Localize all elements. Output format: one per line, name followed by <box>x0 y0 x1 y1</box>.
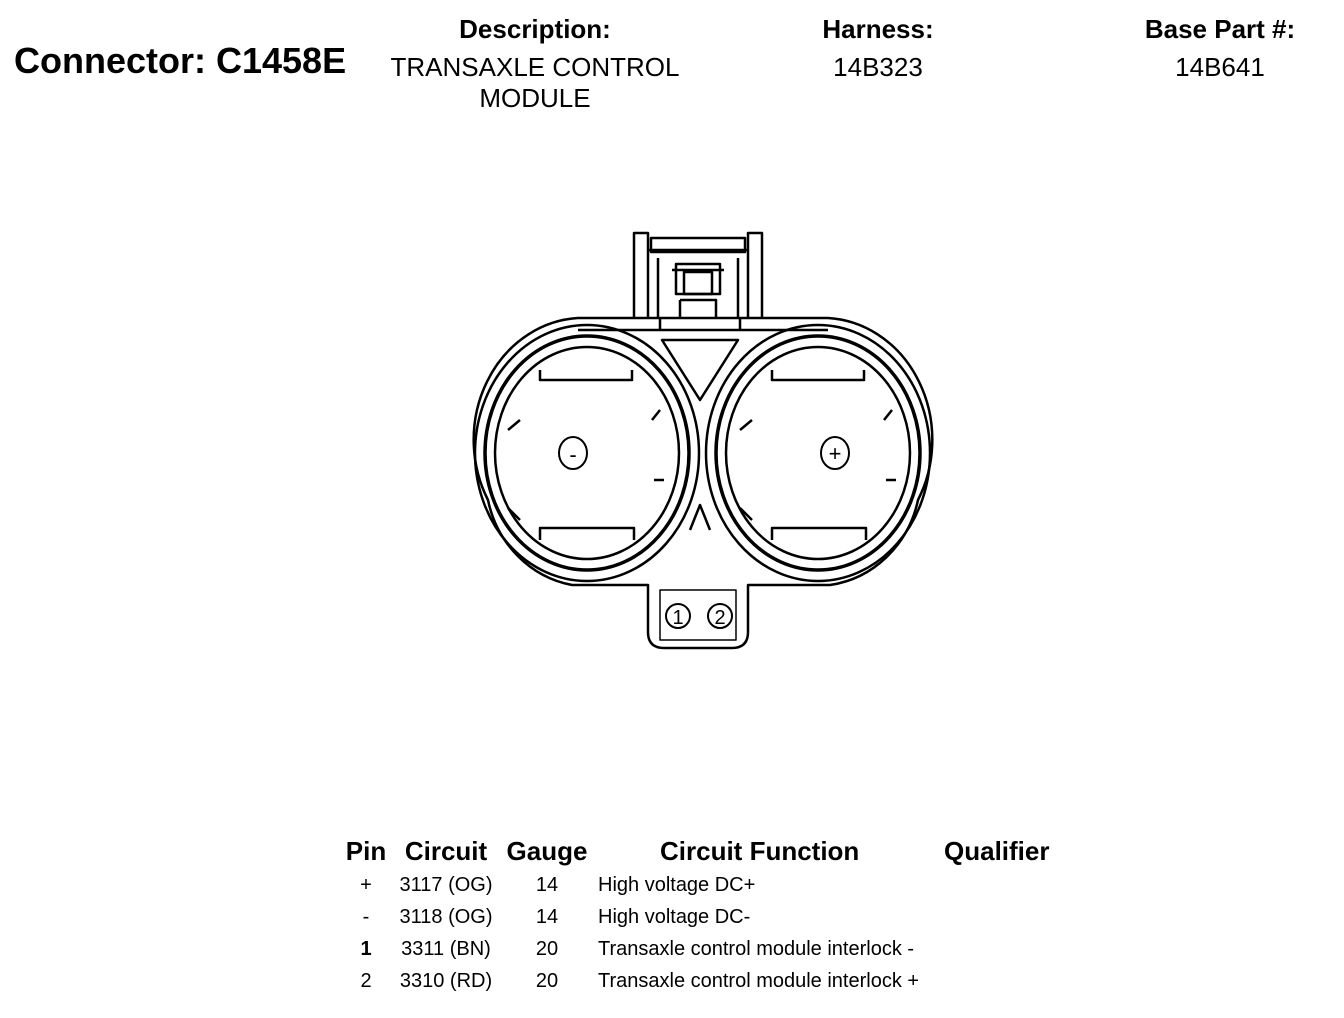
description-label: Description: <box>459 14 611 44</box>
row-4-circuit: 3310 (RD) <box>399 970 493 992</box>
harness-label: Harness: <box>822 14 934 44</box>
description-line-1: TRANSAXLE CONTROL <box>390 52 680 82</box>
row-1-function: High voltage DC+ <box>598 874 756 896</box>
description-line-2: MODULE <box>479 83 591 113</box>
right-cavity <box>706 325 930 581</box>
row-1-circuit: 3117 (OG) <box>399 874 493 896</box>
row-2-circuit: 3118 (OG) <box>399 906 493 928</box>
header-circuit: Circuit <box>404 836 488 866</box>
row-4-gauge: 20 <box>535 970 559 992</box>
minus-terminal-label: - <box>569 442 577 467</box>
header-pin: Pin <box>345 836 387 866</box>
base-part-value: 14B641 <box>1175 52 1265 82</box>
row-3-circuit: 3311 (BN) <box>401 938 491 960</box>
row-1-gauge: 14 <box>535 874 559 896</box>
row-2-pin: - <box>362 906 370 928</box>
header-qualifier: Qualifier <box>944 836 1050 866</box>
connector-face-diagram <box>460 225 950 665</box>
description-value <box>370 52 700 114</box>
row-3-gauge: 20 <box>535 938 559 960</box>
header-gauge: Gauge <box>506 836 588 866</box>
row-1-pin: + <box>360 874 372 896</box>
harness-value: 14B323 <box>833 52 923 82</box>
connector-title: Connector: C1458E <box>14 40 347 81</box>
base-part-label: Base Part #: <box>1144 14 1296 44</box>
row-3-pin: 1 <box>360 938 372 960</box>
header-circuit-function: Circuit Function <box>660 836 860 866</box>
row-2-function: High voltage DC- <box>598 906 751 928</box>
row-3-function: Transaxle control module interlock - <box>598 938 915 960</box>
pin-2-label: 2 <box>714 607 726 629</box>
row-4-pin: 2 <box>360 970 372 992</box>
latch <box>634 233 762 318</box>
row-2-gauge: 14 <box>535 906 559 928</box>
plus-terminal-label: + <box>828 441 842 466</box>
housing-outline <box>474 318 933 648</box>
row-4-function: Transaxle control module interlock + <box>598 970 920 992</box>
pin-1-label: 1 <box>672 607 684 629</box>
